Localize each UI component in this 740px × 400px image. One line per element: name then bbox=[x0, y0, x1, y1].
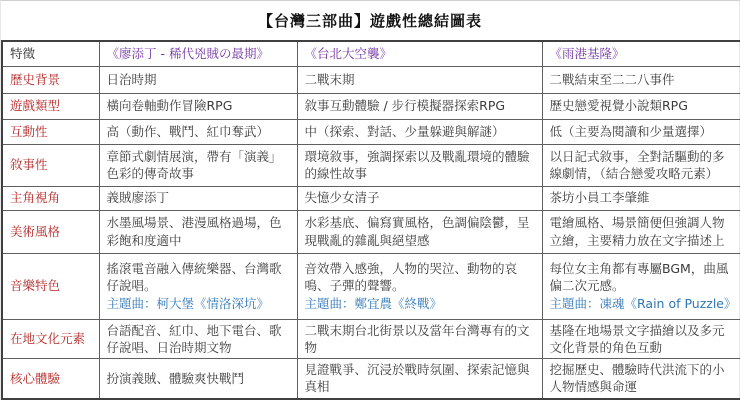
row-label: 音樂特色 bbox=[2, 253, 99, 319]
theme-song: 主題曲：鄭宜農《終戰》 bbox=[304, 295, 443, 311]
row-label: 互動性 bbox=[2, 119, 99, 144]
theme-song: 主題曲：柯大堡《情洛深坑》 bbox=[106, 295, 270, 311]
cell: 水彩基底、偏寫實風格，色調偏陰鬱，呈現戰亂的雜亂與絕望感 bbox=[297, 210, 542, 253]
cell: 環境敘事，強調探索以及戰亂環境的體驗的線性故事 bbox=[297, 144, 542, 186]
cell: 挖掘歷史、體驗時代洪流下的小人物情感與命運 bbox=[542, 359, 740, 399]
row-interactivity bbox=[2, 119, 740, 144]
cell bbox=[99, 253, 297, 319]
row-local-culture-elements bbox=[2, 319, 740, 359]
cell: 扮演義賊、體驗爽快戰鬥 bbox=[99, 359, 297, 399]
cell: 電繪風格、場景簡便但強調人物立繪，主要精力放在文字描述上 bbox=[542, 210, 740, 253]
row-core-experience bbox=[2, 359, 740, 399]
cell: 日治時期 bbox=[99, 66, 297, 93]
cell: 失憶少女清子 bbox=[297, 186, 542, 210]
row-art-style bbox=[2, 210, 740, 253]
row-label: 歷史背景 bbox=[2, 66, 99, 93]
cell: 敘事互動體驗 / 步行模擬器探索RPG bbox=[297, 93, 542, 119]
row-label: 敘事性 bbox=[2, 144, 99, 186]
game-title-liao-tian-ding: 《廖添丁 - 稀代兇賊の最期》 bbox=[99, 41, 297, 66]
feature-column-header: 特徵 bbox=[2, 41, 99, 66]
cell: 章節式劇情展演，帶有「演義」色彩的傳奇故事 bbox=[99, 144, 297, 186]
row-label: 美術風格 bbox=[2, 210, 99, 253]
cell bbox=[297, 253, 542, 319]
cell: 二戰末期 bbox=[297, 66, 542, 93]
cell: 二戰末期台北街景以及當年台灣專有的文物 bbox=[297, 319, 542, 359]
cell: 基隆在地場景文字描繪以及多元文化背景的角色互動 bbox=[542, 319, 740, 359]
music-description: 音效帶入感強，人物的哭泣、動物的哀鳴、子彈的聲響。 bbox=[304, 261, 518, 294]
cell bbox=[542, 253, 740, 319]
cell: 歷史戀愛視覺小說類RPG bbox=[542, 93, 740, 119]
game-title-rainy-port-keelung: 《雨港基隆》 bbox=[542, 41, 740, 66]
row-label: 主角視角 bbox=[2, 186, 99, 210]
cell: 高（動作、戰鬥、紅巾奪武） bbox=[99, 119, 297, 144]
music-description: 每位女主角都有專屬BGM，曲風偏二次元感。 bbox=[549, 261, 729, 294]
row-label: 在地文化元素 bbox=[2, 319, 99, 359]
cell: 以日記式敘事，全對話驅動的多線劇情，（結合戀愛攻略元素） bbox=[542, 144, 740, 186]
cell: 見證戰爭、沉浸於戰時氛圍、探索記憶與真相 bbox=[297, 359, 542, 399]
row-protagonist-perspective bbox=[2, 186, 740, 210]
row-music-features bbox=[2, 253, 740, 319]
row-label: 遊戲類型 bbox=[2, 93, 99, 119]
music-description: 搖滾電音融入傳統樂器、台灣歌仔說唱。 bbox=[106, 261, 282, 294]
cell: 水墨風場景、港漫風格過場，色彩飽和度適中 bbox=[99, 210, 297, 253]
game-comparison-table bbox=[1, 40, 740, 400]
cell: 義賊廖添丁 bbox=[99, 186, 297, 210]
theme-song: 主題曲：凍魂《Rain of Puzzle》 bbox=[549, 295, 737, 311]
row-label: 核心體驗 bbox=[2, 359, 99, 399]
header-row bbox=[2, 41, 740, 66]
cell: 中（探索、對話、少量躲避與解謎） bbox=[297, 119, 542, 144]
cell: 茶坊小員工李肇維 bbox=[542, 186, 740, 210]
row-narrative bbox=[2, 144, 740, 186]
row-game-genre bbox=[2, 93, 740, 119]
title-bar bbox=[1, 1, 739, 40]
row-history-background bbox=[2, 66, 740, 93]
cell: 低（主要為閱讀和少量選擇） bbox=[542, 119, 740, 144]
page-title: 【台灣三部曲】遊戲性總結圖表 bbox=[257, 12, 482, 30]
cell: 二戰結束至二二八事件 bbox=[542, 66, 740, 93]
game-title-taipei-air-raid: 《台北大空襲》 bbox=[297, 41, 542, 66]
cell: 橫向卷軸動作冒險RPG bbox=[99, 93, 297, 119]
cell: 台語配音、紅巾、地下電台、歌仔說唱、日治時期文物 bbox=[99, 319, 297, 359]
